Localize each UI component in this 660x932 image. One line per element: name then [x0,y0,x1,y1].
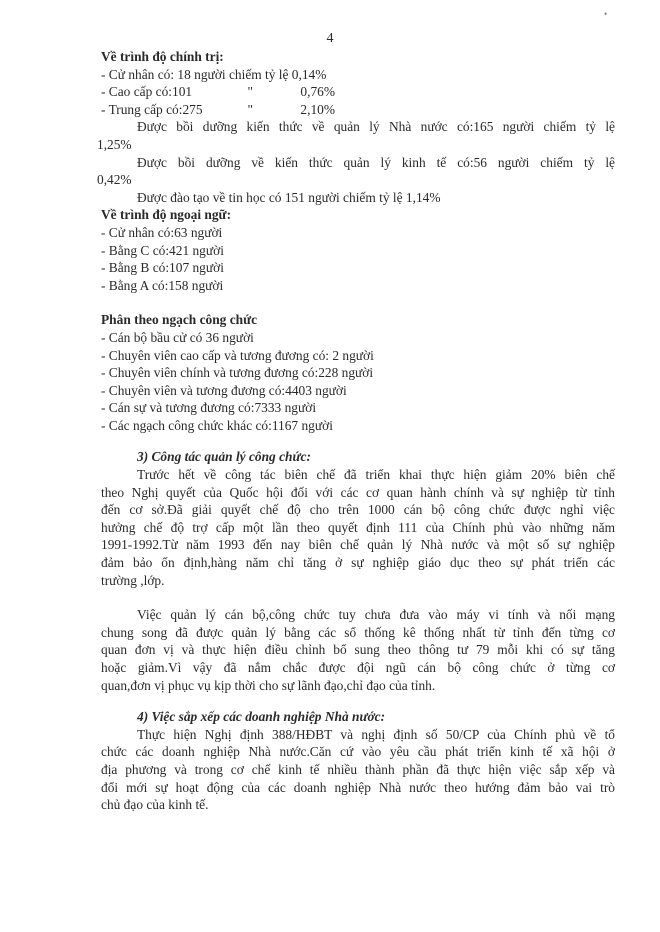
list-item: - Cử nhân có:63 người [101,224,223,240]
list-item-label: - Trung cấp có:275 [101,101,203,117]
list-item: - Chuyên viên cao cấp và tương đương có: 2 người [101,347,374,363]
page-content [97,48,615,814]
list-item: - Chuyên viên và tương đương có:4403 người [101,382,347,398]
heading-civil-servant-management: 3) Công tác quản lý công chức: [137,449,311,465]
paragraph-line: theo Nghị quyết của Quốc hội đối với các cơ quan hành chính và sự nghiệp từ tỉnh [101,484,615,500]
paragraph-line: địa phương và trong cơ chế kinh tế nhiều thành phần đã thực hiện việc sắp xếp và [101,761,615,777]
list-item: - Các ngạch công chức khác có:1167 người [101,417,333,433]
paragraph-line: 1,25% [97,136,132,152]
list-item: - Bằng B có:107 người [101,260,224,276]
list-item: - Bằng C có:421 người [101,242,224,258]
paragraph-line: đổi mới sự hoạt động của các doanh nghiệp Nhà nước theo hướng đảm bảo vai trò [101,779,615,795]
list-item [101,101,615,119]
heading-foreign-language: Về trình độ ngoại ngữ: [101,207,232,223]
paragraph-line: quan,đơn vị phục vụ kịp thời cho sự lãnh đạo,chỉ đạo của tỉnh. [101,677,436,693]
paragraph-line: đến cơ sở.Đã giải quyết chế độ cho trên 1000 cán bộ công chức được nghỉ việc [101,502,615,518]
paragraph-line: Được đào tạo về tin học có 151 người chiếm tỷ lệ 1,14% [137,189,441,205]
list-item: - Cán bộ bầu cử có 36 người [101,329,254,345]
heading-state-enterprise-arrangement: 4) Việc sắp xếp các doanh nghiệp Nhà nước: [137,709,386,725]
page-number: 4 [326,31,334,46]
paragraph-line: Việc quản lý cán bộ,công chức tuy chưa đưa vào máy vi tính và nối mạng [137,607,615,623]
paragraph-line: chung song đã được quản lý bằng các sổ thống kê thống nhất từ tỉnh đến từng cơ [101,624,615,640]
paragraph-line: trường ,lớp. [101,572,165,588]
list-item-percent: 0,76% [300,84,335,100]
paragraph-line: hoặc giảm.Vì vậy đã nắm chắc được đội ngũ cán bộ công chức ở từng cơ [101,660,615,675]
paragraph-line: 0,42% [97,172,132,188]
list-item-label: - Cao cấp có:101 [101,84,193,100]
paragraph-line: Thực hiện Nghị định 388/HĐBT và nghị định số 50/CP của Chính phủ về tổ [137,726,615,742]
list-item-percent: 2,10% [300,101,335,117]
heading-political-level: Về trình độ chính trị: [101,49,224,64]
paragraph-line: đảm bảo ổn định,hàng năm chỉ tăng ở sự nghiệp giáo dục theo sự phát triển các [101,555,615,571]
list-item: - Chuyên viên chính và tương đương có:228 người [101,365,374,381]
list-item: - Cử nhân có: 18 người chiếm tỷ lệ 0,14% [101,66,327,82]
list-item [101,83,615,101]
paragraph-line: 1991-1992.Từ năm 1993 đến nay biên chế quản lý Nhà nước và một số sự nghiệp [101,537,615,553]
paragraph-line: Được bồi dưỡng kiến thức về quản lý Nhà nước có:165 người chiếm tỷ lệ [137,119,615,135]
paragraph-line: Trước hết về công tác biên chế đã triển khai thực hiện giảm 20% biên chế [137,467,615,483]
paragraph-line: Được bồi dưỡng về kiến thức quản lý kinh tế có:56 người chiếm tỷ lệ [137,154,615,170]
ditto-mark: " [247,84,253,100]
paragraph-line: chủ đạo của kinh tế. [101,797,209,813]
list-item: - Cán sự và tương đương có:7333 người [101,400,317,416]
heading-civil-servant-ranks: Phân theo ngạch công chức [101,312,258,328]
list-item: - Bằng A có:158 người [101,277,224,293]
paragraph-line: chức các doanh nghiệp Nhà nước.Căn cứ vào yêu cầu phát triển kinh tế xã hội ở [101,744,615,760]
paragraph-line: quan đơn vị và thực hiện điều chỉnh bổ sung theo thông tư 79 mỗi khi có sự tăng [101,642,615,658]
ditto-mark: " [247,101,253,117]
corner-mark: • [604,9,608,19]
paragraph-line: hưởng chế độ trợ cấp một lần theo quyết định 111 của Chính phủ vào những năm [101,519,615,535]
